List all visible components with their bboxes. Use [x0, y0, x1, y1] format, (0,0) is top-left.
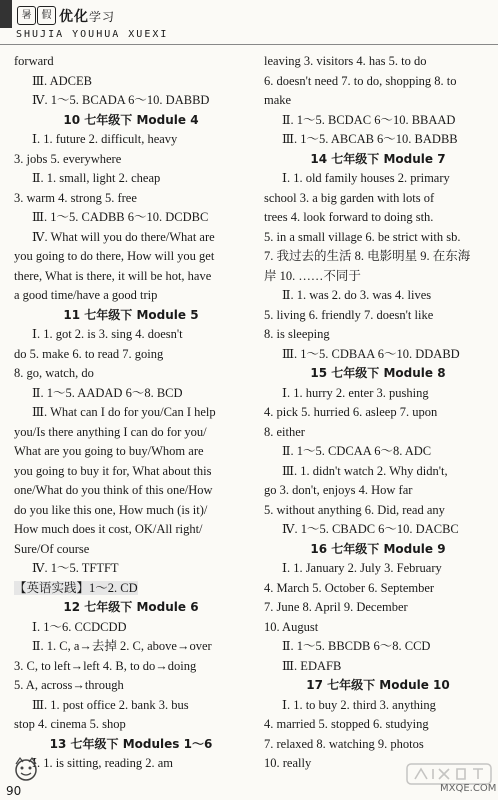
answer-line: 4. married 5. stopped 6. studying	[264, 717, 429, 731]
answer-line: 7. 我过去的生活 8. 电影明星 9. 在东海	[264, 249, 471, 263]
answer-line: Ⅰ. 1. hurry 2. enter 3. pushing	[282, 385, 429, 400]
answer-line: Ⅳ. What will you do there/What are	[32, 229, 215, 244]
answer-line: forward	[14, 54, 54, 68]
answer-line: school 3. a big garden with lots of	[264, 190, 435, 205]
answer-line: Ⅱ. 1. was 2. do 3. was 4. lives	[282, 288, 432, 302]
answer-line: 8. either	[264, 424, 305, 439]
answer-line: Ⅳ. 1～5. BCADA 6～10. DABBD	[32, 93, 210, 107]
answer-line: Ⅰ. 1. future 2. difficult, heavy	[32, 132, 178, 146]
section-heading: 10 七年级下 Module 4	[63, 112, 199, 127]
answer-line: 5. A, across→through	[14, 678, 124, 692]
answer-line: 4. pick 5. hurried 6. asleep 7. upon	[264, 405, 438, 419]
header-divider	[0, 44, 498, 45]
answer-line: Ⅱ. 1～5. AADAD 6～8. BCD	[32, 385, 183, 400]
answer-line: Ⅱ. 1. small, light 2. cheap	[32, 171, 161, 185]
answer-line: Ⅲ. 1～5. ABCAB 6～10. BADBB	[282, 132, 458, 146]
answer-line: Ⅰ. 1. is sitting, reading 2. am	[32, 756, 174, 770]
answer-line: Ⅲ. ADCEB	[32, 73, 92, 88]
section-heading: 13 七年级下 Modules 1～6	[49, 736, 213, 751]
answer-line: do 5. make 6. to read 7. going	[14, 346, 164, 361]
section-heading: 16 七年级下 Module 9	[310, 541, 446, 556]
page-header	[0, 0, 498, 46]
answer-line: do you like this one, How much (is it)/	[14, 502, 208, 517]
answer-line: leaving 3. visitors 4. has 5. to do	[264, 54, 427, 68]
answer-column-left	[14, 52, 248, 774]
answer-line: Ⅳ. 1～5. CBADC 6～10. DACBC	[282, 522, 459, 536]
answer-line: you/Is there anything I can do for you/	[14, 424, 207, 439]
answer-line: Ⅳ. 1～5. TFTFT	[32, 561, 119, 575]
section-heading: 17 七年级下 Module 10	[306, 678, 450, 692]
answer-line: 5. without anything 6. Did, read any	[264, 502, 445, 517]
page-number: 90	[6, 784, 22, 798]
answer-line: 岸 10. ……不同于	[264, 268, 361, 283]
answer-line: Sure/Of course	[14, 541, 90, 556]
answer-line: 5. in a small village 6. be strict with sb.	[264, 229, 461, 244]
answer-line: Ⅰ. 1～6. CCDCDD	[32, 619, 127, 634]
answer-line: 10. August	[264, 619, 319, 634]
answer-column-right	[264, 52, 492, 774]
answer-line: 4. March 5. October 6. September	[264, 580, 435, 595]
logo-icon-2: 假	[37, 6, 56, 25]
answer-line: Ⅱ. 1～5. BBCDB 6～8. CCD	[282, 639, 431, 653]
answer-line: 3. warm 4. strong 5. free	[14, 190, 137, 205]
watermark-text: MXQE.COM	[440, 783, 497, 794]
header-decoration	[0, 0, 12, 28]
answer-line: 7. relaxed 8. watching 9. photos	[264, 736, 424, 751]
answer-line: one/What do you think of this one/How	[14, 483, 213, 497]
answer-line: How much does it cost, OK/All right/	[14, 522, 203, 536]
answer-line: Ⅲ. EDAFB	[282, 658, 342, 673]
answer-line: 10. really	[264, 756, 312, 770]
logo-icon-1: 暑	[17, 6, 36, 25]
mascot-icon	[12, 756, 40, 782]
answer-line: stop 4. cinema 5. shop	[14, 717, 126, 731]
answer-line: Ⅱ. 1. C, a→去掉 2. C, above→over	[32, 639, 212, 653]
answer-line: Ⅲ. 1～5. CADBB 6～10. DCDBC	[32, 210, 209, 224]
answer-line: Ⅱ. 1～5. BCDAC 6～10. BBAAD	[282, 112, 456, 127]
answer-line: Ⅱ. 1～5. CDCAA 6～8. ADC	[282, 444, 432, 458]
answer-line: Ⅰ. 1. got 2. is 3. sing 4. doesn't	[32, 327, 183, 341]
answer-line: make	[264, 93, 292, 107]
brand-pinyin: SHUJIA YOUHUA XUEXI	[16, 29, 169, 40]
answer-line: 7. June 8. April 9. December	[264, 600, 408, 614]
answer-line: Ⅲ. 1～5. CDBAA 6～10. DDABD	[282, 346, 460, 361]
section-heading: 15 七年级下 Module 8	[310, 366, 446, 380]
answer-line: you going to do there, How will you get	[14, 249, 215, 263]
brand-title: 优化学习	[59, 9, 116, 25]
answer-line: Ⅰ. 1. January 2. July 3. February	[282, 561, 442, 575]
answer-line: What are you going to buy/Whom are	[14, 444, 204, 458]
answer-line: Ⅲ. 1. didn't watch 2. Why didn't,	[282, 463, 448, 478]
answer-line: Ⅰ. 1. to buy 2. third 3. anything	[282, 697, 436, 712]
answer-line: Ⅲ. 1. post office 2. bank 3. bus	[32, 697, 189, 712]
answer-line: there, What is there, it will be hot, have	[14, 268, 212, 283]
answer-line: you going to buy it for, What about this	[14, 463, 212, 478]
answer-line: 5. living 6. friendly 7. doesn't like	[264, 307, 434, 322]
answer-line: 8. go, watch, do	[14, 366, 94, 380]
answer-line: trees 4. look forward to doing sth.	[264, 210, 434, 224]
answer-line: 8. is sleeping	[264, 327, 330, 341]
answer-line: 3. jobs 5. everywhere	[14, 151, 122, 166]
answer-line: Ⅲ. What can I do for you/Can I help	[32, 405, 216, 419]
answer-line: go 3. don't, enjoys 4. How far	[264, 483, 413, 497]
answer-line: a good time/have a good trip	[14, 288, 158, 302]
section-heading: 11 七年级下 Module 5	[63, 307, 199, 322]
answer-line: 【英语实践】1～2. CD	[14, 580, 138, 595]
answer-line: 6. doesn't need 7. to do, shopping 8. to	[264, 73, 457, 88]
answer-line: 3. C, to left→left 4. B, to do→doing	[14, 658, 197, 673]
section-heading: 14 七年级下 Module 7	[310, 151, 446, 166]
answer-line: Ⅰ. 1. old family houses 2. primary	[282, 171, 450, 185]
section-heading: 12 七年级下 Module 6	[63, 600, 199, 614]
